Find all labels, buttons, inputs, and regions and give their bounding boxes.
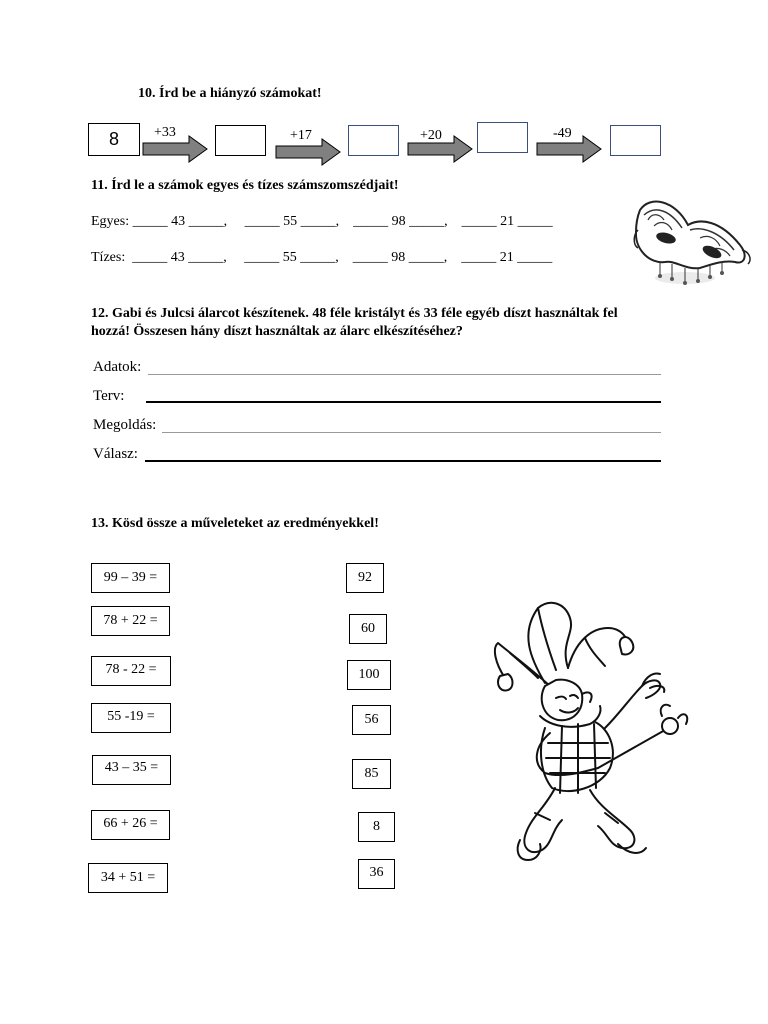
answer-line-megoldas[interactable]	[162, 432, 661, 433]
op-label-4: -49	[553, 126, 572, 141]
op-label-3: +20	[420, 128, 442, 143]
result-box[interactable]: 60	[349, 614, 387, 644]
field-label-adatok: Adatok:	[93, 359, 142, 375]
blank[interactable]: _____	[300, 250, 336, 265]
result-box[interactable]: 8	[358, 812, 395, 842]
blank[interactable]: _____	[132, 214, 168, 229]
blank[interactable]: _____	[132, 250, 168, 265]
blank[interactable]: _____	[300, 214, 336, 229]
expression-box[interactable]: 34 + 51 =	[88, 863, 168, 893]
answer-line-valasz[interactable]	[145, 460, 661, 462]
number: 98	[391, 214, 406, 229]
result-box[interactable]: 85	[352, 759, 391, 789]
neighbors-row-egyes: Egyes: _____ 43 _____, _____ 55 _____, _____ 98 _____, _____ 21 _____	[91, 214, 553, 229]
field-label-megoldas: Megoldás:	[93, 417, 157, 433]
number: 98	[391, 250, 406, 265]
task11-title: 11. Írd le a számok egyes és tízes számszomszédjait!	[91, 178, 399, 193]
expression-box[interactable]: 55 -19 =	[91, 703, 171, 733]
field-label-terv: Terv:	[93, 388, 125, 404]
blank[interactable]: _____	[188, 250, 224, 265]
expression-box[interactable]: 99 – 39 =	[91, 563, 170, 593]
expression-box[interactable]: 78 - 22 =	[91, 656, 171, 686]
expression-box[interactable]: 78 + 22 =	[91, 606, 170, 636]
expression-box[interactable]: 66 + 26 =	[91, 810, 170, 840]
number: 21	[499, 250, 514, 265]
blank[interactable]: _____	[461, 250, 497, 265]
op-label-2: +17	[290, 128, 312, 143]
arrow-right-icon	[143, 136, 209, 164]
number: 43	[170, 250, 185, 265]
task12-title-line1: 12. Gabi és Julcsi álarcot készítenek. 48 féle kristályt és 33 féle egyéb díszt használtak fel	[91, 306, 618, 321]
number: 55	[283, 214, 298, 229]
answer-box-1[interactable]	[215, 125, 266, 156]
blank[interactable]: _____	[353, 214, 389, 229]
answer-line-terv[interactable]	[146, 401, 661, 403]
field-label-valasz: Válasz:	[93, 446, 138, 462]
row-label: Tízes:	[91, 250, 126, 265]
blank[interactable]: _____	[517, 214, 553, 229]
expression-box[interactable]: 43 – 35 =	[92, 755, 171, 785]
answer-box-2[interactable]	[348, 125, 399, 156]
result-box[interactable]: 92	[346, 563, 384, 593]
result-box[interactable]: 100	[347, 660, 391, 690]
op-label-1: +33	[154, 125, 176, 140]
blank[interactable]: _____	[461, 214, 497, 229]
blank[interactable]: _____	[244, 214, 280, 229]
blank[interactable]: _____	[517, 250, 553, 265]
task12-title	[91, 305, 691, 341]
answer-line-adatok[interactable]	[148, 374, 661, 375]
result-box[interactable]: 36	[358, 859, 395, 889]
result-box[interactable]: 56	[352, 705, 391, 735]
carnival-mask-icon	[630, 190, 755, 300]
task13-title: 13. Kösd össze a műveleteket az eredményekkel!	[91, 516, 379, 531]
neighbors-row-tizes: Tízes: _____ 43 _____, _____ 55 _____, _____ 98 _____, _____ 21 _____	[91, 250, 553, 265]
task10-title: 10. Írd be a hiányzó számokat!	[138, 86, 322, 101]
blank[interactable]: _____	[409, 214, 445, 229]
number: 21	[500, 214, 515, 229]
answer-box-4[interactable]	[610, 125, 661, 156]
row-label: Egyes:	[91, 214, 130, 229]
blank[interactable]: _____	[188, 214, 224, 229]
answer-box-3[interactable]	[477, 122, 528, 153]
blank[interactable]: _____	[352, 250, 388, 265]
number: 43	[171, 214, 186, 229]
jester-illustration	[490, 598, 695, 866]
start-value-box: 8	[88, 123, 140, 156]
task12-title-line2: hozzá! Összesen hány díszt használtak az álarc elkészítéséhez?	[91, 324, 463, 339]
number: 55	[282, 250, 297, 265]
blank[interactable]: _____	[408, 250, 444, 265]
blank[interactable]: _____	[244, 250, 280, 265]
